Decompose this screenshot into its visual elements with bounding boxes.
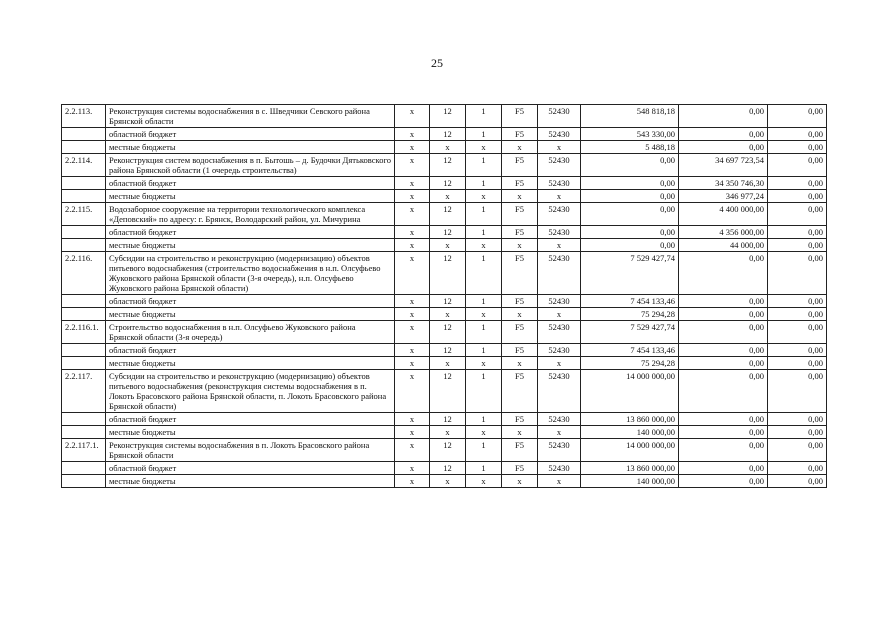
row-col-1: х (395, 295, 430, 308)
row-col-3: 1 (466, 295, 502, 308)
row-value-3: 0,00 (768, 141, 827, 154)
table-row (62, 439, 827, 462)
table-row (62, 239, 827, 252)
row-value-3: 0,00 (768, 226, 827, 239)
row-code: 2.2.115. (62, 203, 106, 226)
row-col-3: х (466, 308, 502, 321)
row-col-1: х (395, 357, 430, 370)
row-col-4: х (502, 239, 538, 252)
row-value-1: 14 000 000,00 (581, 370, 679, 413)
row-col-4: F5 (502, 295, 538, 308)
row-value-3: 0,00 (768, 177, 827, 190)
row-value-3: 0,00 (768, 308, 827, 321)
row-col-4: F5 (502, 252, 538, 295)
row-value-1: 548 818,18 (581, 105, 679, 128)
row-col-5: х (538, 357, 581, 370)
row-name: Реконструкция системы водоснабжения в с. Шведчики Севского района Брянской области (106, 105, 395, 128)
row-value-2: 4 356 000,00 (679, 226, 768, 239)
row-value-1: 0,00 (581, 226, 679, 239)
row-name: областной бюджет (106, 413, 395, 426)
row-code (62, 239, 106, 252)
row-col-3: х (466, 357, 502, 370)
row-col-2: 12 (430, 439, 466, 462)
row-col-4: F5 (502, 105, 538, 128)
row-value-1: 13 860 000,00 (581, 413, 679, 426)
row-col-3: 1 (466, 413, 502, 426)
table-row (62, 475, 827, 488)
row-col-1: х (395, 226, 430, 239)
row-code (62, 357, 106, 370)
row-col-3: х (466, 239, 502, 252)
row-code (62, 462, 106, 475)
row-value-1: 140 000,00 (581, 475, 679, 488)
row-value-3: 0,00 (768, 426, 827, 439)
row-name: Реконструкция систем водоснабжения в п. Бытошь – д. Будочки Дятьковского района Брянской области (1 очередь строительства) (106, 154, 395, 177)
row-col-1: х (395, 203, 430, 226)
table-row (62, 105, 827, 128)
row-col-5: х (538, 308, 581, 321)
row-value-3: 0,00 (768, 105, 827, 128)
row-col-4: х (502, 190, 538, 203)
table-row (62, 128, 827, 141)
row-col-2: х (430, 357, 466, 370)
row-col-2: 12 (430, 321, 466, 344)
row-col-2: 12 (430, 344, 466, 357)
row-name: областной бюджет (106, 128, 395, 141)
row-code: 2.2.116.1. (62, 321, 106, 344)
row-value-2: 0,00 (679, 357, 768, 370)
table-row (62, 370, 827, 413)
row-col-5: х (538, 190, 581, 203)
row-value-2: 0,00 (679, 105, 768, 128)
row-col-2: х (430, 475, 466, 488)
row-name: Субсидии на строительство и реконструкцию (модернизацию) объектов питьевого водоснабжения (реконструкция системы водоснабжения в п. Локоть Брасовского района Брянской области, п. Локоть Брасовского района Брянской области) (106, 370, 395, 413)
row-code: 2.2.114. (62, 154, 106, 177)
row-col-1: х (395, 426, 430, 439)
row-name: Субсидии на строительство и реконструкцию (модернизацию) объектов питьевого водоснабжения (строительство водоснабжения в н.п. Олсуфьево Жуковского района Брянской области (3-я очередь), н.п. Олсуфьево Жуковского района Брянской области) (106, 252, 395, 295)
row-value-3: 0,00 (768, 321, 827, 344)
row-code (62, 226, 106, 239)
row-col-4: F5 (502, 321, 538, 344)
row-col-3: х (466, 190, 502, 203)
row-value-2: 346 977,24 (679, 190, 768, 203)
row-value-2: 0,00 (679, 370, 768, 413)
row-col-3: 1 (466, 105, 502, 128)
row-value-2: 0,00 (679, 462, 768, 475)
table-row (62, 177, 827, 190)
row-code (62, 295, 106, 308)
row-value-2: 4 400 000,00 (679, 203, 768, 226)
row-col-4: F5 (502, 203, 538, 226)
row-col-5: 52430 (538, 128, 581, 141)
row-code (62, 475, 106, 488)
row-code (62, 413, 106, 426)
row-value-1: 0,00 (581, 203, 679, 226)
row-col-1: х (395, 105, 430, 128)
row-value-2: 0,00 (679, 413, 768, 426)
row-value-1: 14 000 000,00 (581, 439, 679, 462)
row-col-2: х (430, 426, 466, 439)
row-col-2: 12 (430, 295, 466, 308)
row-col-4: х (502, 357, 538, 370)
page-number: 25 (431, 56, 443, 70)
row-value-2: 0,00 (679, 344, 768, 357)
row-col-4: х (502, 308, 538, 321)
row-col-4: F5 (502, 370, 538, 413)
row-code (62, 141, 106, 154)
row-value-1: 543 330,00 (581, 128, 679, 141)
row-code: 2.2.116. (62, 252, 106, 295)
row-value-2: 0,00 (679, 252, 768, 295)
row-col-4: F5 (502, 439, 538, 462)
row-name: областной бюджет (106, 226, 395, 239)
row-value-3: 0,00 (768, 203, 827, 226)
row-col-1: х (395, 128, 430, 141)
row-col-5: 52430 (538, 321, 581, 344)
row-name: местные бюджеты (106, 190, 395, 203)
table-row (62, 203, 827, 226)
row-value-1: 7 529 427,74 (581, 252, 679, 295)
row-value-3: 0,00 (768, 370, 827, 413)
row-col-1: х (395, 239, 430, 252)
row-col-2: х (430, 308, 466, 321)
row-col-3: х (466, 475, 502, 488)
row-col-1: х (395, 190, 430, 203)
table-row (62, 154, 827, 177)
row-value-1: 75 294,28 (581, 308, 679, 321)
row-name: местные бюджеты (106, 239, 395, 252)
row-col-3: 1 (466, 226, 502, 239)
row-col-2: 12 (430, 154, 466, 177)
row-col-5: 52430 (538, 439, 581, 462)
row-code (62, 128, 106, 141)
row-col-2: 12 (430, 226, 466, 239)
row-col-4: х (502, 426, 538, 439)
row-value-1: 13 860 000,00 (581, 462, 679, 475)
row-col-2: 12 (430, 370, 466, 413)
row-value-3: 0,00 (768, 190, 827, 203)
row-code: 2.2.117.1. (62, 439, 106, 462)
row-col-1: х (395, 370, 430, 413)
row-col-2: 12 (430, 413, 466, 426)
table-row (62, 413, 827, 426)
row-col-3: 1 (466, 439, 502, 462)
row-name: местные бюджеты (106, 475, 395, 488)
row-col-2: х (430, 190, 466, 203)
row-value-3: 0,00 (768, 475, 827, 488)
row-value-3: 0,00 (768, 439, 827, 462)
row-value-2: 0,00 (679, 475, 768, 488)
row-col-5: х (538, 475, 581, 488)
table-row (62, 141, 827, 154)
row-code (62, 426, 106, 439)
row-code (62, 344, 106, 357)
row-col-5: 52430 (538, 370, 581, 413)
table-row (62, 321, 827, 344)
row-col-1: х (395, 177, 430, 190)
row-name: местные бюджеты (106, 308, 395, 321)
row-value-2: 0,00 (679, 295, 768, 308)
row-col-4: F5 (502, 413, 538, 426)
row-col-1: х (395, 154, 430, 177)
row-code (62, 308, 106, 321)
row-col-3: 1 (466, 203, 502, 226)
row-value-3: 0,00 (768, 239, 827, 252)
row-value-3: 0,00 (768, 462, 827, 475)
budget-table (61, 104, 827, 488)
row-code: 2.2.113. (62, 105, 106, 128)
row-value-3: 0,00 (768, 295, 827, 308)
row-value-3: 0,00 (768, 252, 827, 295)
row-name: местные бюджеты (106, 426, 395, 439)
row-col-3: 1 (466, 462, 502, 475)
row-value-2: 0,00 (679, 128, 768, 141)
row-name: областной бюджет (106, 462, 395, 475)
row-col-3: х (466, 426, 502, 439)
row-col-5: 52430 (538, 252, 581, 295)
row-value-2: 0,00 (679, 439, 768, 462)
row-col-5: х (538, 141, 581, 154)
row-value-1: 75 294,28 (581, 357, 679, 370)
row-col-5: х (538, 426, 581, 439)
row-col-5: 52430 (538, 177, 581, 190)
row-value-3: 0,00 (768, 154, 827, 177)
row-col-5: 52430 (538, 226, 581, 239)
table-row (62, 357, 827, 370)
table-row (62, 252, 827, 295)
row-value-1: 0,00 (581, 190, 679, 203)
row-col-1: х (395, 141, 430, 154)
row-col-5: 52430 (538, 295, 581, 308)
row-col-3: 1 (466, 344, 502, 357)
row-col-4: F5 (502, 462, 538, 475)
row-value-2: 0,00 (679, 321, 768, 344)
row-col-1: х (395, 413, 430, 426)
row-col-5: 52430 (538, 105, 581, 128)
row-code: 2.2.117. (62, 370, 106, 413)
row-col-3: 1 (466, 252, 502, 295)
row-col-4: F5 (502, 226, 538, 239)
table-row (62, 226, 827, 239)
row-value-3: 0,00 (768, 357, 827, 370)
row-col-2: 12 (430, 177, 466, 190)
row-col-5: 52430 (538, 462, 581, 475)
row-value-2: 44 000,00 (679, 239, 768, 252)
row-value-3: 0,00 (768, 413, 827, 426)
row-col-3: 1 (466, 321, 502, 344)
row-col-5: 52430 (538, 203, 581, 226)
row-value-3: 0,00 (768, 344, 827, 357)
row-value-3: 0,00 (768, 128, 827, 141)
row-col-3: 1 (466, 128, 502, 141)
row-col-4: х (502, 475, 538, 488)
row-value-1: 0,00 (581, 177, 679, 190)
table-row (62, 462, 827, 475)
table-row (62, 344, 827, 357)
table-row (62, 426, 827, 439)
row-col-3: 1 (466, 177, 502, 190)
row-col-2: 12 (430, 462, 466, 475)
row-name: областной бюджет (106, 295, 395, 308)
row-col-5: 52430 (538, 413, 581, 426)
row-col-3: 1 (466, 154, 502, 177)
row-value-1: 7 529 427,74 (581, 321, 679, 344)
row-col-3: 1 (466, 370, 502, 413)
row-value-2: 34 697 723,54 (679, 154, 768, 177)
row-col-4: х (502, 141, 538, 154)
row-value-2: 0,00 (679, 308, 768, 321)
row-col-1: х (395, 321, 430, 344)
row-col-2: х (430, 239, 466, 252)
row-value-1: 7 454 133,46 (581, 344, 679, 357)
row-value-2: 34 350 746,30 (679, 177, 768, 190)
table-row (62, 190, 827, 203)
table-row (62, 308, 827, 321)
row-col-2: х (430, 141, 466, 154)
row-name: местные бюджеты (106, 141, 395, 154)
row-col-4: F5 (502, 154, 538, 177)
row-value-1: 5 488,18 (581, 141, 679, 154)
row-col-4: F5 (502, 344, 538, 357)
row-col-2: 12 (430, 128, 466, 141)
row-col-1: х (395, 462, 430, 475)
row-col-2: 12 (430, 252, 466, 295)
row-col-1: х (395, 252, 430, 295)
row-name: местные бюджеты (106, 357, 395, 370)
row-code (62, 190, 106, 203)
row-name: Реконструкция системы водоснабжения в п. Локоть Брасовского района Брянской области (106, 439, 395, 462)
row-col-1: х (395, 344, 430, 357)
row-col-4: F5 (502, 128, 538, 141)
row-value-1: 7 454 133,46 (581, 295, 679, 308)
row-name: Строительство водоснабжения в н.п. Олсуфьево Жуковского района Брянской области (3-я очередь) (106, 321, 395, 344)
row-col-2: 12 (430, 203, 466, 226)
row-value-1: 0,00 (581, 154, 679, 177)
table-row (62, 295, 827, 308)
row-col-4: F5 (502, 177, 538, 190)
row-col-1: х (395, 475, 430, 488)
row-col-1: х (395, 439, 430, 462)
row-value-2: 0,00 (679, 141, 768, 154)
row-col-5: 52430 (538, 344, 581, 357)
row-col-5: х (538, 239, 581, 252)
row-value-2: 0,00 (679, 426, 768, 439)
row-value-1: 0,00 (581, 239, 679, 252)
row-value-1: 140 000,00 (581, 426, 679, 439)
row-name: областной бюджет (106, 344, 395, 357)
row-col-3: х (466, 141, 502, 154)
row-col-2: 12 (430, 105, 466, 128)
row-col-5: 52430 (538, 154, 581, 177)
row-col-1: х (395, 308, 430, 321)
row-name: Водозаборное сооружение на территории технологического комплекса «Деповский» по адресу: г. Брянск, Володарский район, ул. Мичурина (106, 203, 395, 226)
row-name: областной бюджет (106, 177, 395, 190)
table-body (62, 105, 827, 488)
row-code (62, 177, 106, 190)
